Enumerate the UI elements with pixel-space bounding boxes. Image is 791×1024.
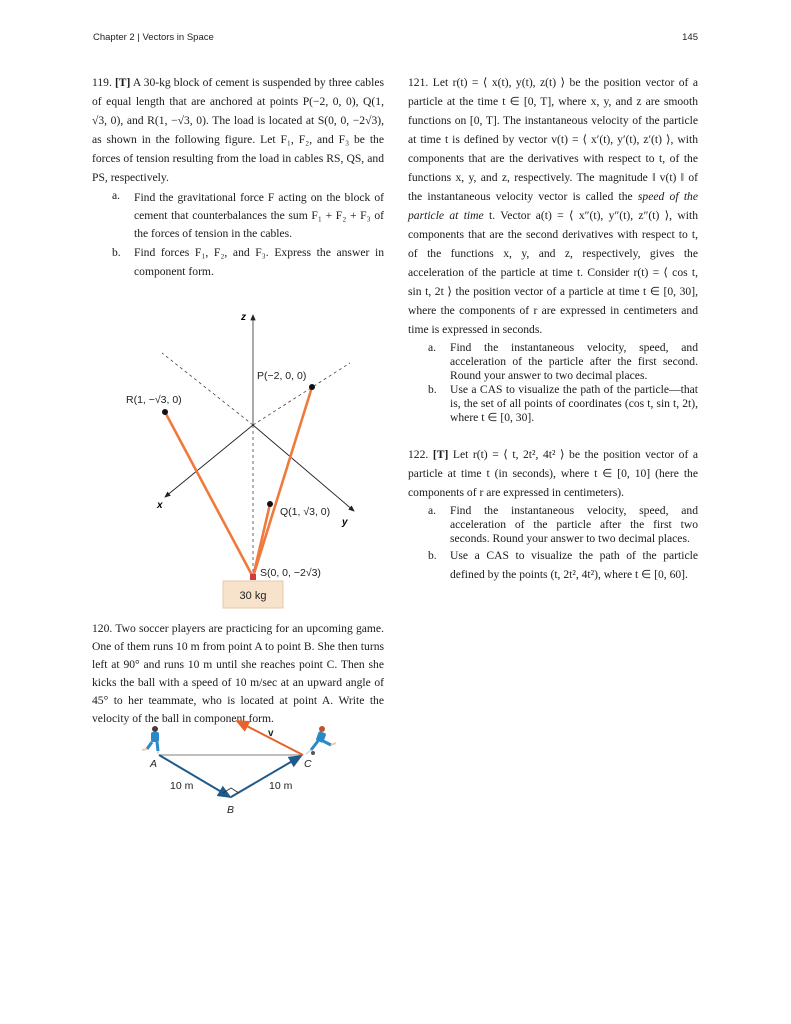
block-label: 30 kg (239, 590, 267, 602)
part-text: Use a CAS to visualize the path of the particle defined by the points (t, 2t², 4t²), where t ∈ [0, 60]. (450, 549, 698, 581)
part-text: Find the instantaneous velocity, speed, and acceleration of the particle after the first two seconds. Round your answer to two decimal places. (450, 504, 698, 545)
problem-number: 119. (92, 76, 112, 89)
problem-121 (408, 73, 698, 425)
label-P: P(−2, 0, 0) (257, 370, 307, 382)
part-text: Use a CAS to visualize the path of the particle—that is, the set of all points of coordinates (cos t, sin t, 2t), where t ∈ [0, 30]. (450, 383, 698, 424)
part-label: b. (428, 549, 437, 562)
part-label: b. (112, 246, 121, 259)
right-angle-marker (223, 788, 239, 793)
italic-term: speed of the particle at time (408, 190, 698, 222)
part-label: a. (428, 341, 437, 354)
point-P (309, 384, 315, 390)
point-R (162, 409, 168, 415)
point-Q (267, 501, 273, 507)
problem-number: 121. (408, 76, 429, 89)
label-S: S(0, 0, −2√3) (260, 567, 321, 579)
player-A-icon (142, 726, 159, 754)
cable-figure (110, 305, 380, 615)
y-axis (253, 425, 354, 511)
label-C: C (304, 758, 312, 770)
x-axis-negative (162, 353, 253, 425)
part-text: Find forces F₁, F₂, and F₃. Express the answer in component form. (134, 246, 384, 278)
cable-PS (253, 387, 312, 577)
technology-tag: [T] (114, 76, 131, 89)
problem-text: Two soccer players are practicing for an upcoming game. One of them runs 10 m from point A to point B. She then turns left at 90° and runs 10 m until she reaches point C. Then she kicks the ball with a speed of 10 m/sec at an upward angle of 45° to her teammate, who is located at point A. Write the velocity of the ball in component form. (92, 622, 384, 725)
page-number: 145 (682, 32, 698, 43)
part-label: a. (428, 504, 437, 517)
z-axis-label: z (241, 312, 246, 323)
x-axis-label: x (157, 500, 163, 511)
label-BC-length: 10 m (269, 780, 293, 792)
part-text: Find the instantaneous velocity, speed, and acceleration of the particle after the first second. Round your answer to two decimal places. (450, 341, 698, 382)
problem-text-continued: t. Vector a(t) = ⟨ x″(t), y″(t), z″(t) ⟩, with components that are the second derivatives with respect to t, of the functions x, y, and z, respectively, gives the acceleration of the particle at time t. Consider r(t) = ⟨ cos t, sin t, 2t ⟩ the position vector of a particle at time t ∈ [0, 30], where the components of r are expressed in centimeters and time is expressed in seconds. (408, 209, 698, 336)
label-A: A (150, 758, 158, 770)
part-text: Find the gravitational force F acting on the block of cement that counterbalances the sum F₁ + F₂ + F₃ of the forces of tension in the cables. (134, 191, 384, 240)
cable-diagram (110, 305, 380, 615)
problem-119 (92, 73, 384, 281)
point-S-marker (250, 574, 256, 580)
soccer-diagram (130, 718, 350, 818)
problem-part-b (408, 383, 698, 425)
label-R: R(1, −√3, 0) (126, 394, 182, 406)
technology-tag: [T] (432, 448, 449, 461)
problem-number: 120. (92, 622, 113, 635)
player-C-icon (306, 726, 336, 755)
problem-part-b (92, 243, 384, 281)
problem-text: Let r(t) = ⟨ x(t), y(t), z(t) ⟩ be the position vector of a particle at the time t ∈ [0, T], where x, y, and z are smooth functions on [0, T]. The instantaneous velocity of the particle at time t is defined by vector v(t) = ⟨ x′(t), y′(t), z′(t) ⟩, with components that are the derivatives with respect to t, of the functions x, y, and z, respectively. The magnitude ‖ v(t) ‖ of the instantaneous velocity vector is called the (408, 76, 698, 203)
part-label: a. (112, 189, 121, 202)
label-B: B (227, 804, 235, 816)
problem-text: Let r(t) = ⟨ t, 2t², 4t² ⟩ be the position vector of a particle at time t (in seconds), where t ∈ [0, 10] (here the components of r are expressed in centimeters). (408, 448, 698, 499)
part-label: b. (428, 383, 437, 396)
problem-text: A 30-kg block of cement is suspended by three cables of equal length that are anchored at points P(−2, 0, 0), Q(1, √3, 0), and R(1, −√3, 0). The load is located at S(0, 0, −2√3), as shown in the following figure. Let F₁, F₂, and F₃ be the forces of tension resulting from the load in cables RS, QS, and PS, respectively. (92, 76, 384, 184)
chapter-header: Chapter 2 | Vectors in Space (93, 32, 214, 43)
left-column (92, 73, 384, 281)
right-column (408, 73, 698, 584)
problem-122 (408, 445, 698, 584)
problem-part-a (92, 189, 384, 243)
problem-part-a (408, 341, 698, 383)
velocity-label: v (268, 728, 274, 739)
problem-part-a (408, 504, 698, 546)
soccer-figure (130, 718, 350, 818)
problem-part-b (408, 546, 698, 584)
problem-number: 122. (408, 448, 429, 461)
cable-RS (165, 412, 253, 577)
problem-120 (92, 620, 384, 728)
y-axis-label: y (342, 517, 348, 528)
label-Q: Q(1, √3, 0) (280, 506, 331, 518)
label-AB-length: 10 m (170, 780, 194, 792)
